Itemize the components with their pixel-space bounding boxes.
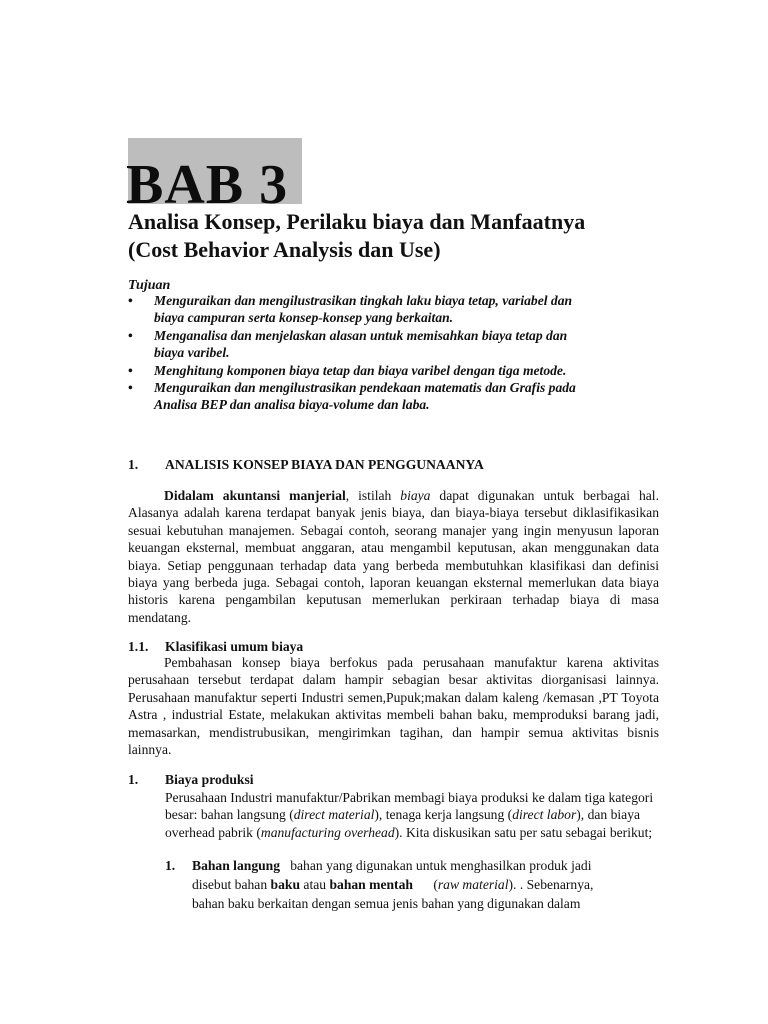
bold-term: baku [270,877,301,892]
direct-material-item [165,856,659,913]
bold-term: Didalam akuntansi manjerial [164,488,346,503]
section-number: 1. [128,457,139,472]
bold-term: Bahan langung [192,858,281,873]
italic-term: manufacturing overhead [260,824,395,840]
paragraph-text: Perusahaan Industri manufaktur/Pabrikan membagi biaya produksi ke dalam tiga kategori besar: bahan langsung ( [165,790,654,823]
production-cost-heading [128,771,254,788]
objectives-heading: Tujuan [128,278,171,293]
objective-line: biaya campuran serta konsep-konsep yang berkaitan. [154,310,454,326]
subsection-paragraph: Pembahasan konsep biaya berfokus pada perusahaan manufaktur karena aktivitas perusahaan tersebut terdapat dalam hampir sebagian besar aktivitas diorganisasi lainnya. Perusahaan manufaktur seperti Industri semen,Pupuk;makan dalam kaleng /kemasan ,PT Toyota Astra , industrial Estate, melakukan aktivitas membeli bahan baku, memproduksi barang jadi, memasarkan, mendistrubusikan, mengirimkan tagihan, dan hampir semua aktivitas bisnis lainnya. [128,655,659,758]
bullet-icon: • [128,362,133,378]
objective-item [128,292,648,327]
paragraph-text: ). . Sebenarnya, [508,877,594,892]
subsection-title: Klasifikasi umum biaya [165,639,304,654]
objectives-list [128,292,648,414]
objective-line: Analisa BEP dan analisa biaya-volume dan laba. [154,397,430,413]
italic-term: direct material [293,807,375,823]
bullet-icon: • [128,293,133,308]
direct-material-line-1 [165,856,659,875]
italic-term: raw material [437,877,509,892]
objective-item [128,327,648,362]
paragraph-text: dapat digunakan untuk berbagai hal. Alasanya adalah karena terdapat banyak jenis biaya, dan biaya-biaya tersebut diklasifikasikan sesuai kebutuhan manajemen. Sebagai contoh, seorang manajer yang ingin menyusun laporan keuangan eksternal, membuat anggaran, atau mengambil keputusan, akan menggunakan data biaya. Setiap penggunaan terhadap data yang berbeda membutuhkan klasifikasi dan definisi biaya yang berbeda juga. Sebagai contoh, laporan keuangan eksternal memerlukan data biaya historis karena pengambilan keputusan memerlukan perkiraan terhadap biaya di masa mendatang. [128,488,659,625]
paragraph-text: ), tenaga kerja langsung ( [374,807,513,823]
bold-term: bahan mentah [329,877,413,892]
direct-material-line-2 [165,875,659,894]
objective-line: biaya varibel. [154,345,230,361]
objective-line: Menganalisa dan menjelaskan alasan untuk memisahkan biaya tetap dan [154,327,568,343]
objective-item [128,362,648,379]
paragraph-text: ( [412,877,438,892]
production-cost-paragraph [165,789,659,841]
objective-line: Menghitung komponen biaya tetap dan biaya varibel dengan tiga metode. [154,362,567,378]
item-number: 1. [165,858,176,873]
production-cost-number: 1. [128,772,139,787]
chapter-title-line-1: Analisa Konsep, Perilaku biaya dan Manfaatnya [128,209,586,234]
objective-line: Menguraikan dan mengilustrasikan pendekaan matematis dan Grafis pada [154,380,576,396]
chapter-title [128,208,688,264]
paragraph-text: disebut bahan [192,877,271,892]
direct-material-line-3: bahan baku berkaitan dengan semua jenis bahan yang digunakan dalam [192,896,581,911]
italic-term: direct labor [512,807,577,823]
paragraph-text: , istilah [345,488,401,503]
objective-item [128,379,648,414]
subsection-number: 1.1. [128,639,149,654]
paragraph-text: ). Kita diskusikan satu per satu sebagai berikut; [394,824,653,840]
section-title: ANALISIS KONSEP BIAYA DAN PENGGUNAANYA [165,457,484,472]
paragraph-text: ), dan biaya overhead pabrik ( [165,807,641,840]
bullet-icon: • [128,327,133,343]
section-paragraph [128,487,659,626]
paragraph-text: bahan yang digunakan untuk menghasilkan produk jadi [280,858,592,873]
subsection-heading [128,638,303,655]
objective-line: Menguraikan dan mengilustrasikan tingkah laku biaya tetap, variabel dan [154,293,573,308]
bullet-icon: • [128,380,133,396]
chapter-label: BAB 3 [126,154,289,216]
section-heading [128,456,668,473]
production-cost-title: Biaya produksi [165,772,254,787]
paragraph-text: atau [300,877,330,892]
italic-term: biaya [400,488,431,503]
chapter-title-line-2: (Cost Behavior Analysis dan Use) [128,237,441,262]
